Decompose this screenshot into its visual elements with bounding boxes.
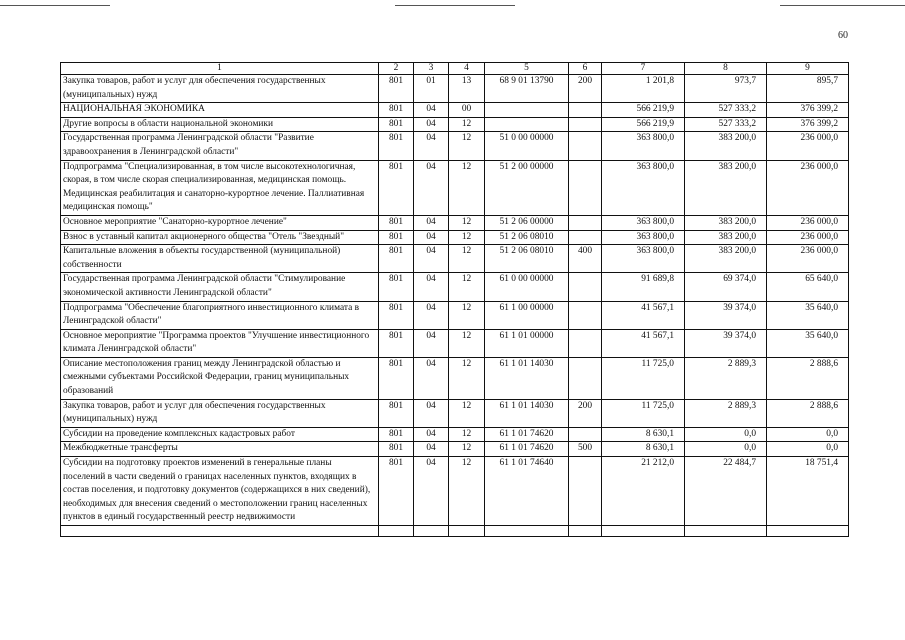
ministry-code: 801: [379, 160, 414, 215]
table-row: [61, 357, 849, 399]
amount-year-2: 2 889,3: [685, 357, 767, 399]
row-label: Подпрограмма "Специализированная, в том числе высокотехнологичная, скорая, в том числе скорая специализированная, медицинская помощь. Медицинская реабилитация и санаторно-курортное лечение. Паллиативная медицинская помощь": [61, 160, 379, 215]
expense-type-code: 200: [569, 75, 602, 103]
table-row: [61, 442, 849, 457]
section-code: 04: [414, 457, 449, 526]
amount-year-1: 363 800,0: [602, 160, 685, 215]
target-article-code: 68 9 01 13790: [485, 75, 569, 103]
row-label: Государственная программа Ленинградской области "Развитие здравоохранения в Ленинградской области": [61, 132, 379, 160]
table-row: [61, 160, 849, 215]
amount-year-3: 35 640,0: [767, 301, 849, 329]
expense-type-code: 200: [569, 399, 602, 427]
amount-year-3: 18 751,4: [767, 457, 849, 526]
column-header: 1: [61, 63, 379, 75]
amount-year-1: 566 219,9: [602, 117, 685, 132]
ministry-code: 801: [379, 132, 414, 160]
amount-year-2: 383 200,0: [685, 132, 767, 160]
section-code: 04: [414, 160, 449, 215]
row-label: НАЦИОНАЛЬНАЯ ЭКОНОМИКА: [61, 103, 379, 118]
amount-year-3: 236 000,0: [767, 215, 849, 230]
table-row: [61, 230, 849, 245]
amount-year-1: 566 219,9: [602, 103, 685, 118]
table-row: [61, 273, 849, 301]
amount-year-3: 376 399,2: [767, 117, 849, 132]
section-code: 04: [414, 301, 449, 329]
amount-year-1: 363 800,0: [602, 230, 685, 245]
amount-year-3: 2 888,6: [767, 399, 849, 427]
expense-type-code: 500: [569, 442, 602, 457]
row-label: Подпрограмма "Обеспечение благоприятного инвестиционного климата в Ленинградской области": [61, 301, 379, 329]
amount-year-1: 363 800,0: [602, 215, 685, 230]
expense-type-code: 400: [569, 245, 602, 273]
subsection-code: 12: [449, 329, 485, 357]
table-row: [61, 427, 849, 442]
amount-year-3: 65 640,0: [767, 273, 849, 301]
amount-year-1: 8 630,1: [602, 427, 685, 442]
amount-year-3: 0,0: [767, 442, 849, 457]
table-row: [61, 329, 849, 357]
amount-year-2: 2 889,3: [685, 399, 767, 427]
amount-year-2: 69 374,0: [685, 273, 767, 301]
section-code: 04: [414, 329, 449, 357]
section-code: 04: [414, 117, 449, 132]
expense-type-code: [569, 301, 602, 329]
amount-year-2: 22 484,7: [685, 457, 767, 526]
expense-type-code: [569, 117, 602, 132]
target-article-code: 61 1 00 00000: [485, 301, 569, 329]
target-article-code: 51 2 06 08010: [485, 230, 569, 245]
header-row: [61, 63, 849, 75]
expense-type-code: [569, 160, 602, 215]
amount-year-1: 11 725,0: [602, 399, 685, 427]
amount-year-1: 21 212,0: [602, 457, 685, 526]
column-header: 8: [685, 63, 767, 75]
ministry-code: 801: [379, 273, 414, 301]
ministry-code: 801: [379, 357, 414, 399]
top-edge-line: [0, 5, 110, 6]
amount-year-2: 39 374,0: [685, 301, 767, 329]
subsection-code: 12: [449, 457, 485, 526]
row-label: Основное мероприятие "Санаторно-курортное лечение": [61, 215, 379, 230]
expense-type-code: [569, 215, 602, 230]
ministry-code: 801: [379, 215, 414, 230]
subsection-code: 12: [449, 245, 485, 273]
column-header: 5: [485, 63, 569, 75]
amount-year-2: 383 200,0: [685, 230, 767, 245]
amount-year-2: 527 333,2: [685, 117, 767, 132]
row-label: Другие вопросы в области национальной экономики: [61, 117, 379, 132]
table-row: [61, 215, 849, 230]
amount-year-1: 8 630,1: [602, 442, 685, 457]
amount-year-2: 527 333,2: [685, 103, 767, 118]
amount-year-1: 91 689,8: [602, 273, 685, 301]
row-label: Взнос в уставный капитал акционерного общества "Отель "Звездный": [61, 230, 379, 245]
section-code: 04: [414, 132, 449, 160]
table-row: [61, 457, 849, 526]
amount-year-3: 895,7: [767, 75, 849, 103]
ministry-code: 801: [379, 457, 414, 526]
ministry-code: 801: [379, 442, 414, 457]
target-article-code: 61 1 01 00000: [485, 329, 569, 357]
column-header: 6: [569, 63, 602, 75]
section-code: 04: [414, 357, 449, 399]
expense-type-code: [569, 329, 602, 357]
amount-year-3: 236 000,0: [767, 160, 849, 215]
expense-type-code: [569, 357, 602, 399]
section-code: 01: [414, 75, 449, 103]
amount-year-1: 363 800,0: [602, 132, 685, 160]
subsection-code: 12: [449, 273, 485, 301]
section-code: 04: [414, 399, 449, 427]
amount-year-2: 383 200,0: [685, 215, 767, 230]
target-article-code: 51 2 06 08010: [485, 245, 569, 273]
ministry-code: 801: [379, 117, 414, 132]
ministry-code: 801: [379, 230, 414, 245]
section-code: 04: [414, 427, 449, 442]
expense-type-code: [569, 230, 602, 245]
target-article-code: 61 1 01 74620: [485, 442, 569, 457]
amount-year-3: 236 000,0: [767, 230, 849, 245]
amount-year-1: 363 800,0: [602, 245, 685, 273]
table-row: [61, 301, 849, 329]
row-label: Субсидии на проведение комплексных кадастровых работ: [61, 427, 379, 442]
ministry-code: 801: [379, 103, 414, 118]
expense-type-code: [569, 103, 602, 118]
amount-year-3: 376 399,2: [767, 103, 849, 118]
budget-table: [60, 62, 849, 537]
expense-type-code: [569, 457, 602, 526]
row-label: Закупка товаров, работ и услуг для обеспечения государственных (муниципальных) нужд: [61, 75, 379, 103]
amount-year-3: 0,0: [767, 427, 849, 442]
subsection-code: 12: [449, 132, 485, 160]
table-row: [61, 245, 849, 273]
target-article-code: 61 0 00 00000: [485, 273, 569, 301]
target-article-code: 61 1 01 14030: [485, 399, 569, 427]
amount-year-1: 1 201,8: [602, 75, 685, 103]
table-bottom-filler: [61, 526, 849, 537]
column-header: 4: [449, 63, 485, 75]
row-label: Описание местоположения границ между Ленинградской областью и смежными субъектами Российской Федерации, границ муниципальных образований: [61, 357, 379, 399]
amount-year-2: 39 374,0: [685, 329, 767, 357]
column-header: 2: [379, 63, 414, 75]
row-label: Межбюджетные трансферты: [61, 442, 379, 457]
target-article-code: 61 1 01 74640: [485, 457, 569, 526]
section-code: 04: [414, 215, 449, 230]
section-code: 04: [414, 230, 449, 245]
table-row: [61, 117, 849, 132]
column-header: 3: [414, 63, 449, 75]
subsection-code: 12: [449, 301, 485, 329]
table-row: [61, 132, 849, 160]
page-number: 60: [838, 30, 848, 41]
subsection-code: 12: [449, 442, 485, 457]
target-article-code: [485, 103, 569, 118]
top-edge-line: [395, 5, 515, 6]
amount-year-2: 383 200,0: [685, 245, 767, 273]
amount-year-3: 35 640,0: [767, 329, 849, 357]
ministry-code: 801: [379, 75, 414, 103]
table-row: [61, 103, 849, 118]
expense-type-code: [569, 273, 602, 301]
expense-type-code: [569, 427, 602, 442]
amount-year-1: 11 725,0: [602, 357, 685, 399]
amount-year-3: 2 888,6: [767, 357, 849, 399]
expense-type-code: [569, 132, 602, 160]
ministry-code: 801: [379, 329, 414, 357]
subsection-code: 12: [449, 399, 485, 427]
target-article-code: [485, 117, 569, 132]
target-article-code: 51 2 06 00000: [485, 215, 569, 230]
ministry-code: 801: [379, 427, 414, 442]
subsection-code: 12: [449, 357, 485, 399]
target-article-code: 51 0 00 00000: [485, 132, 569, 160]
section-code: 04: [414, 273, 449, 301]
subsection-code: 13: [449, 75, 485, 103]
table-row: [61, 399, 849, 427]
row-label: Закупка товаров, работ и услуг для обеспечения государственных (муниципальных) нужд: [61, 399, 379, 427]
target-article-code: 61 1 01 74620: [485, 427, 569, 442]
subsection-code: 12: [449, 117, 485, 132]
subsection-code: 12: [449, 230, 485, 245]
column-header: 7: [602, 63, 685, 75]
amount-year-2: 0,0: [685, 442, 767, 457]
table-row: [61, 75, 849, 103]
subsection-code: 12: [449, 160, 485, 215]
amount-year-2: 383 200,0: [685, 160, 767, 215]
amount-year-3: 236 000,0: [767, 132, 849, 160]
ministry-code: 801: [379, 301, 414, 329]
row-label: Государственная программа Ленинградской области "Стимулирование экономической активности Ленинградской области": [61, 273, 379, 301]
ministry-code: 801: [379, 245, 414, 273]
section-code: 04: [414, 103, 449, 118]
subsection-code: 00: [449, 103, 485, 118]
section-code: 04: [414, 442, 449, 457]
subsection-code: 12: [449, 215, 485, 230]
section-code: 04: [414, 245, 449, 273]
target-article-code: 51 2 00 00000: [485, 160, 569, 215]
amount-year-1: 41 567,1: [602, 301, 685, 329]
target-article-code: 61 1 01 14030: [485, 357, 569, 399]
ministry-code: 801: [379, 399, 414, 427]
top-edge-line: [780, 5, 905, 6]
column-header: 9: [767, 63, 849, 75]
amount-year-3: 236 000,0: [767, 245, 849, 273]
row-label: Капитальные вложения в объекты государственной (муниципальной) собственности: [61, 245, 379, 273]
amount-year-2: 0,0: [685, 427, 767, 442]
row-label: Субсидии на подготовку проектов изменений в генеральные планы поселений в части сведений о границах населенных пунктов, входящих в состав поселения, и подготовку документов (содержащихся в них сведений), необходимых для внесения сведений о местоположении границ населенных пунктов в единый государственный реестр недвижимости: [61, 457, 379, 526]
amount-year-2: 973,7: [685, 75, 767, 103]
amount-year-1: 41 567,1: [602, 329, 685, 357]
subsection-code: 12: [449, 427, 485, 442]
row-label: Основное мероприятие "Программа проектов "Улучшение инвестиционного климата Ленинградской области": [61, 329, 379, 357]
